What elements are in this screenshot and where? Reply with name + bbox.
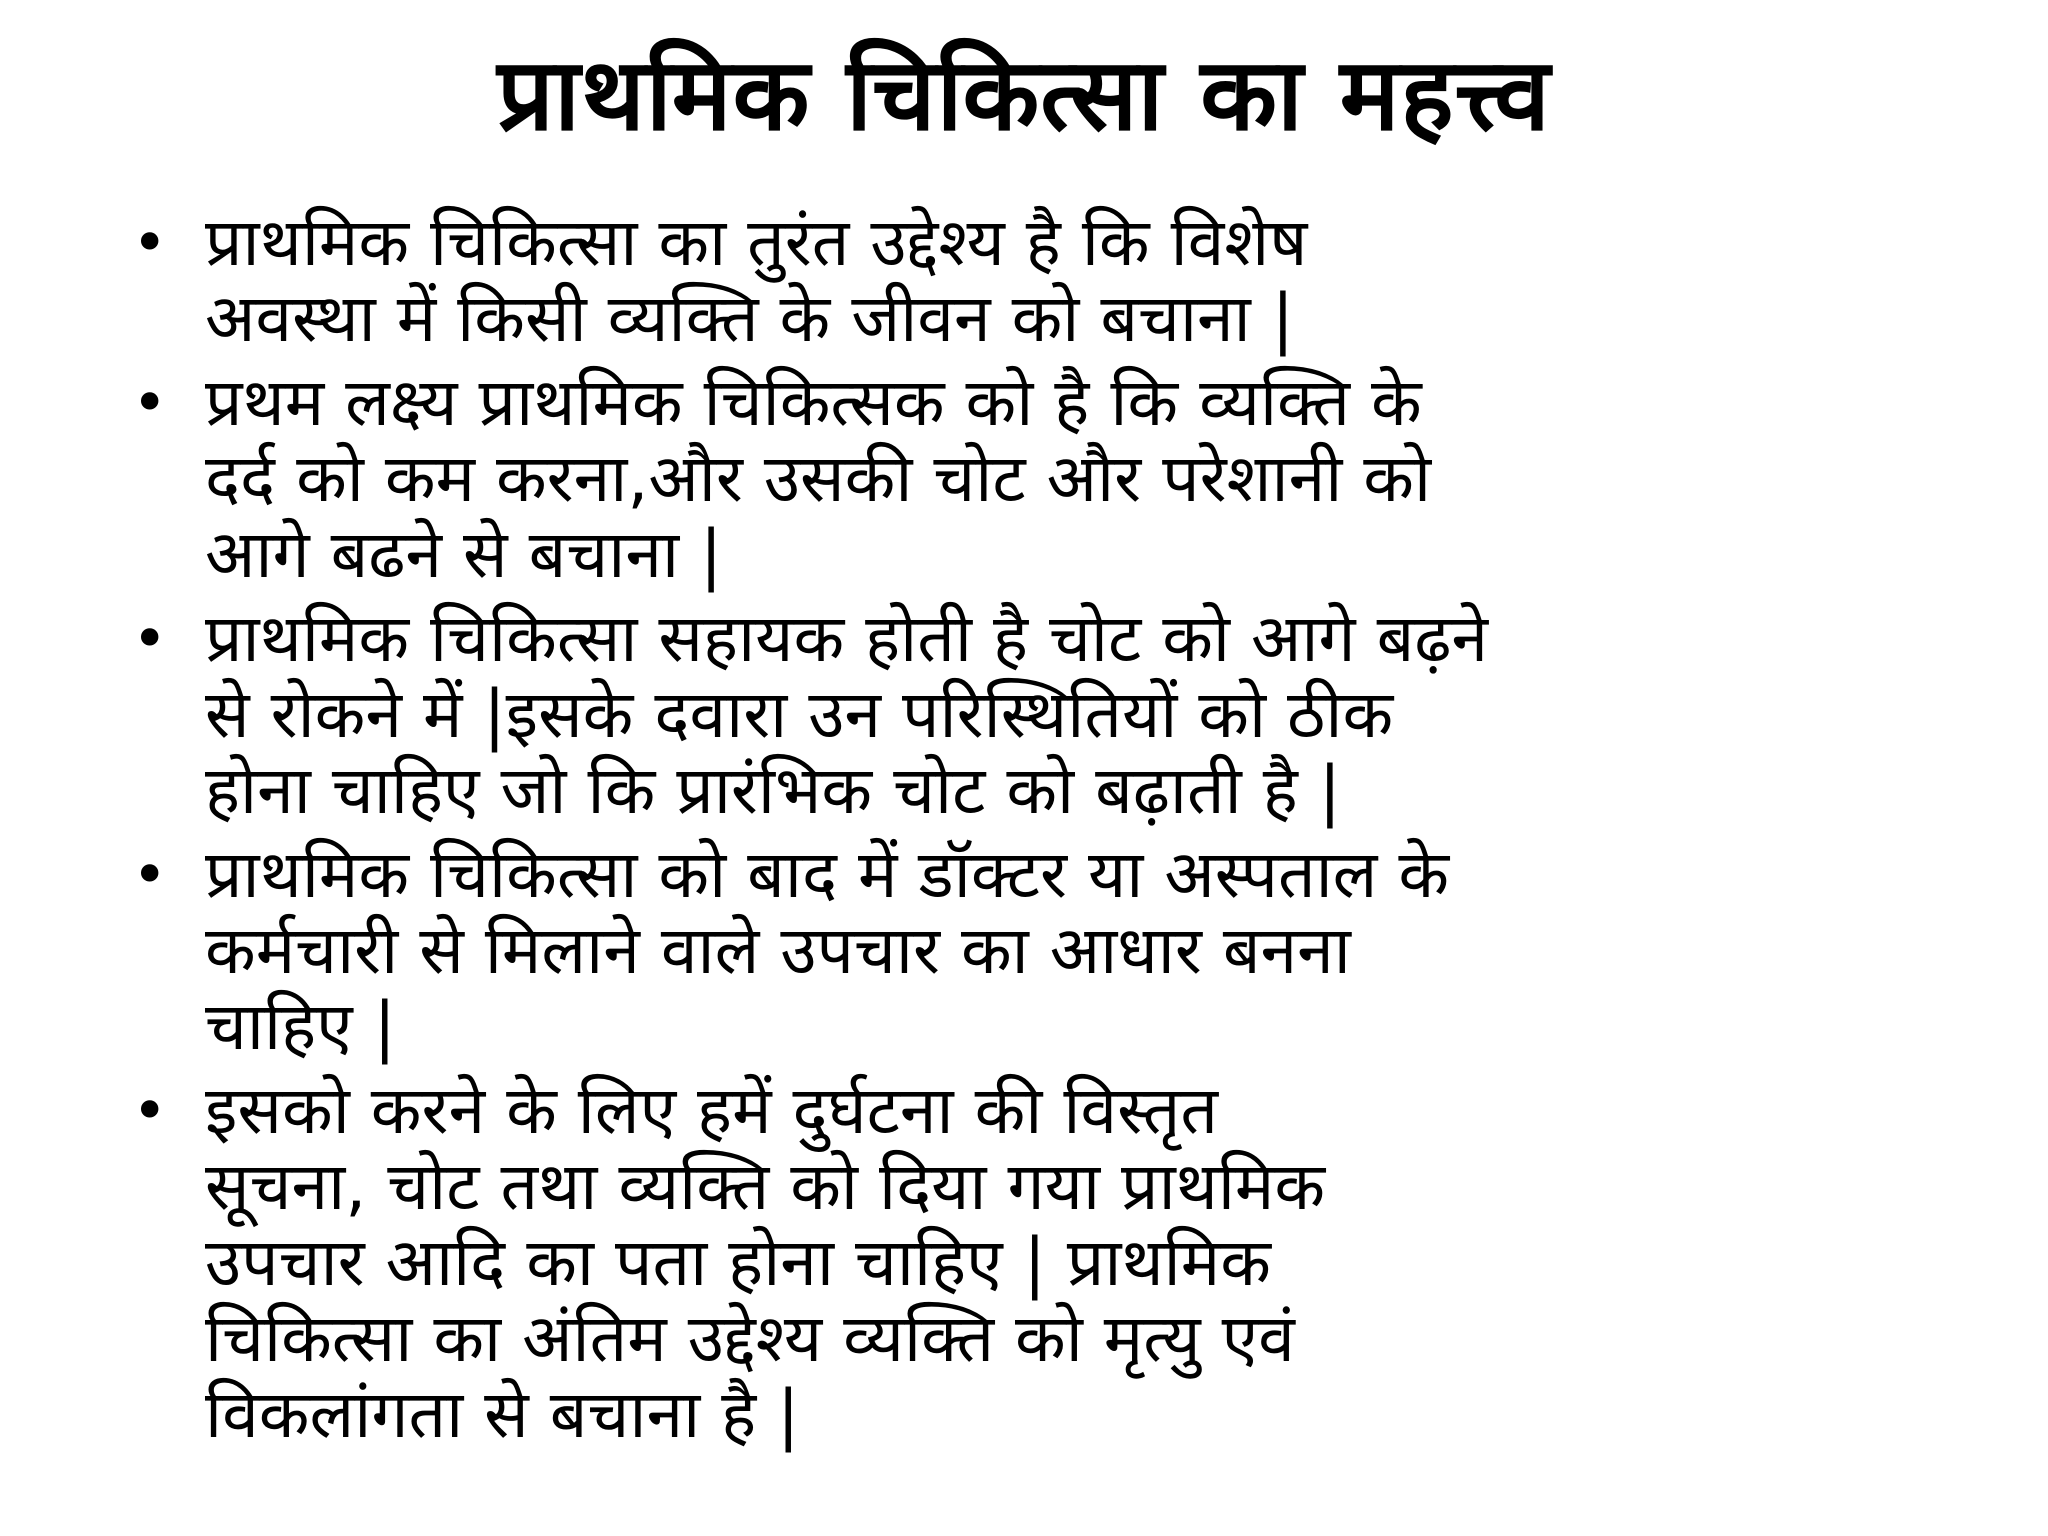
bullet-line: इसको करने के लिए हमें दुर्घटना की विस्तृत — [205, 1072, 1219, 1149]
bullet-line: सूचना, चोट तथा व्यक्ति को दिया गया प्राथमिक — [205, 1148, 1326, 1225]
bullet-item — [120, 837, 1950, 1065]
bullet-line: चाहिए | — [205, 988, 396, 1065]
bullet-item — [120, 601, 1950, 829]
bullet-line: चिकित्सा का अंतिम उद्देश्य व्यक्ति को मृत्यु एवं — [205, 1300, 1295, 1377]
bullet-icon: • — [132, 604, 168, 674]
bullet-item — [120, 1073, 1950, 1453]
bullet-icon: • — [132, 840, 168, 910]
bullet-line: उपचार आदि का पता होना चाहिए | प्राथमिक — [205, 1224, 1271, 1301]
bullet-line: आगे बढने से बचाना | — [205, 516, 723, 593]
bullet-list — [120, 205, 1950, 1461]
bullet-line: प्राथमिक चिकित्सा सहायक होती है चोट को आगे बढ़ने — [205, 600, 1489, 677]
bullet-line: होना चाहिए जो कि प्रारंभिक चोट को बढ़ाती है | — [205, 752, 1341, 829]
bullet-icon: • — [132, 368, 168, 438]
slide-title: प्राथमिक चिकित्सा का महत्त्व — [497, 36, 1551, 153]
bullet-line: अवस्था में किसी व्यक्ति के जीवन को बचाना | — [205, 280, 1294, 357]
bullet-item — [120, 205, 1950, 357]
bullet-line: प्रथम लक्ष्य प्राथमिक चिकित्सक को है कि व्यक्ति के — [205, 364, 1422, 441]
bullet-icon: • — [132, 208, 168, 278]
bullet-line: कर्मचारी से मिलाने वाले उपचार का आधार बनना — [205, 912, 1351, 989]
bullet-line: प्राथमिक चिकित्सा का तुरंत उद्देश्य है कि विशेष — [205, 204, 1308, 281]
bullet-line: से रोकने में |इसके दवारा उन परिस्थितियों को ठीक — [205, 676, 1394, 753]
bullet-line: प्राथमिक चिकित्सा को बाद में डॉक्टर या अस्पताल के — [205, 836, 1450, 913]
bullet-line: विकलांगता से बचाना है | — [205, 1376, 800, 1453]
bullet-icon: • — [132, 1076, 168, 1146]
bullet-item — [120, 365, 1950, 593]
bullet-line: दर्द को कम करना,और उसकी चोट और परेशानी को — [205, 440, 1432, 517]
